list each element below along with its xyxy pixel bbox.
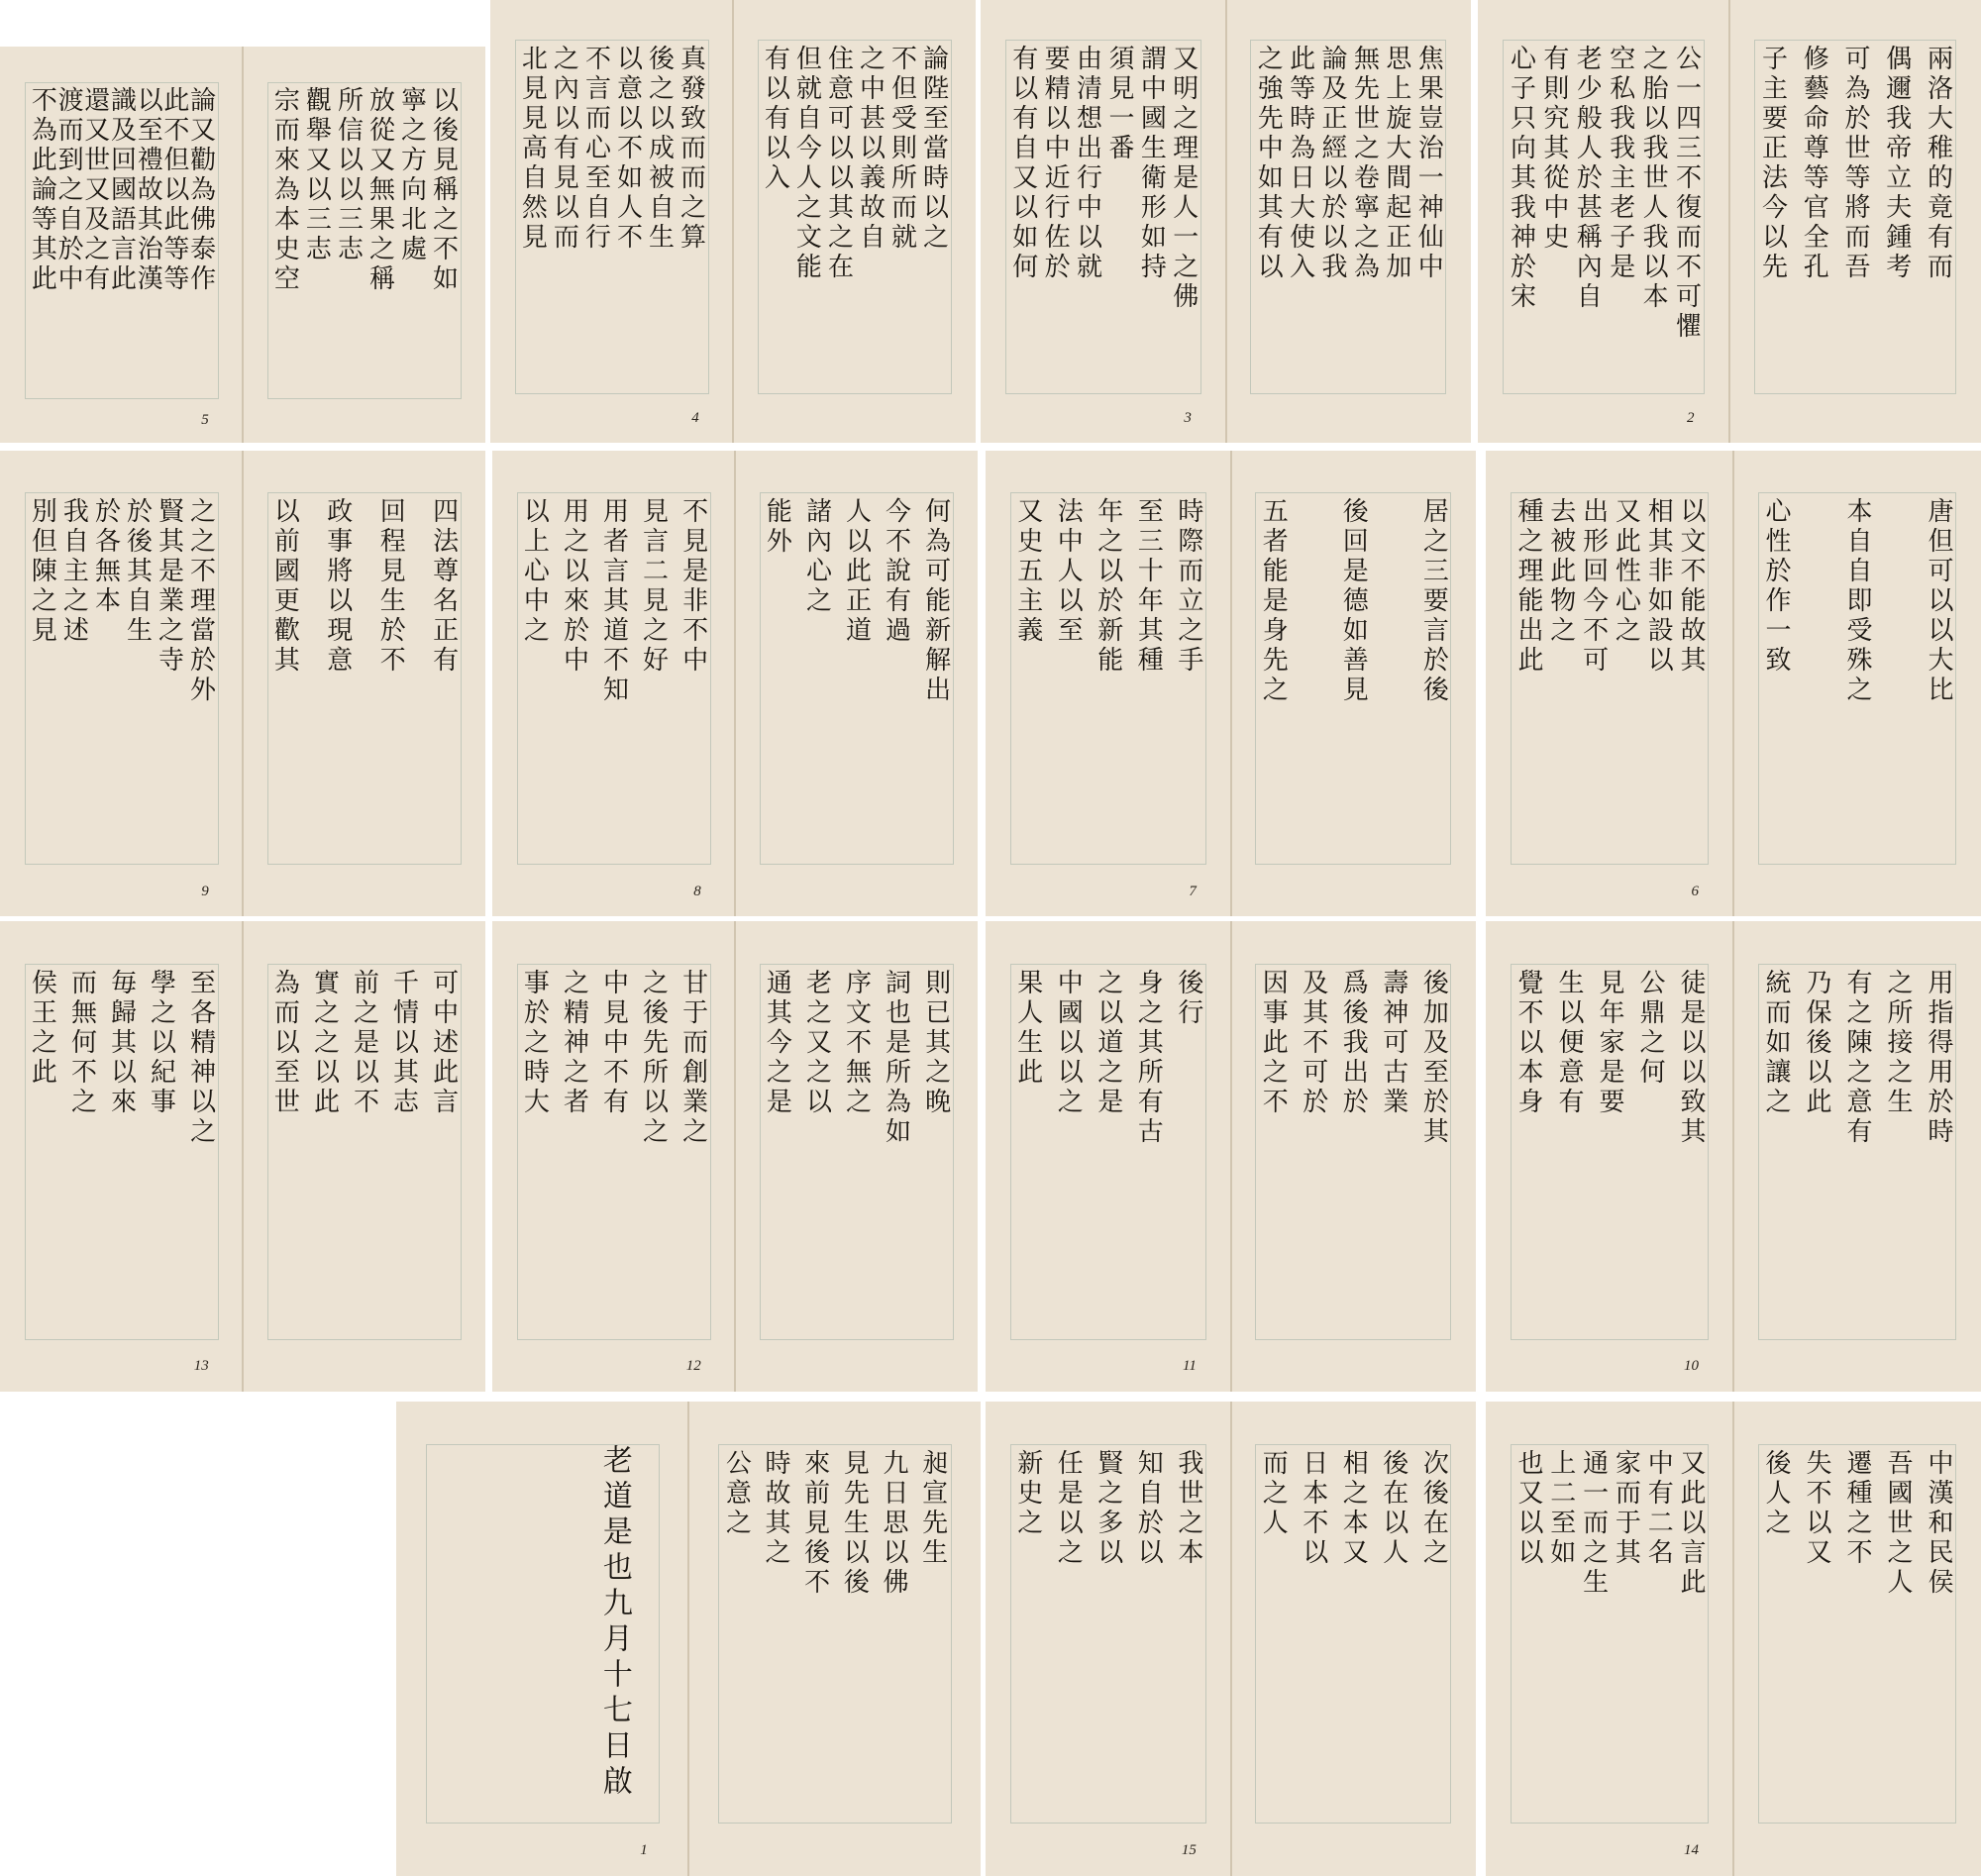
manuscript-column: 觀舉又以三志	[301, 86, 332, 264]
text-columns	[1757, 44, 1953, 385]
manuscript-column: 毎歸其以來	[106, 968, 137, 1117]
manuscript-column: 因事此之不	[1258, 968, 1289, 1117]
manuscript-column: 又此以言此	[1675, 1448, 1706, 1598]
manuscript-column: 中見中不有	[598, 968, 629, 1117]
manuscript-spread	[1486, 1402, 1981, 1876]
manuscript-column: 不為此論等其此	[27, 86, 57, 294]
manuscript-column: 不言而心至自行	[580, 44, 611, 253]
manuscript-column: 相之本又	[1338, 1448, 1369, 1568]
manuscript-column: 何為可能新解出	[920, 497, 951, 705]
manuscript-column: 我自主之述	[58, 497, 89, 646]
manuscript-column: 去被此物之	[1545, 497, 1576, 646]
manuscript-column: 之後先所以之	[638, 968, 669, 1147]
manuscript-column: 徒是以以致其	[1676, 968, 1706, 1147]
manuscript-column: 吾國世之人	[1883, 1448, 1913, 1598]
manuscript-column: 而之人	[1258, 1448, 1289, 1538]
manuscript-column: 乃保後以此	[1802, 968, 1831, 1117]
manuscript-page-right	[735, 921, 978, 1392]
manuscript-column: 後人之	[1761, 1448, 1791, 1538]
manuscript-column: 通一而之生	[1578, 1448, 1609, 1598]
manuscript-column: 中漢和民侯	[1924, 1448, 1953, 1598]
text-columns	[1506, 44, 1702, 385]
text-columns	[1515, 1449, 1704, 1815]
manuscript-column: 日本不以	[1298, 1448, 1328, 1568]
manuscript-column: 還又世又及之有	[79, 86, 110, 294]
manuscript-spread	[986, 921, 1476, 1392]
manuscript-column: 至三十年其種	[1133, 497, 1164, 676]
manuscript-page-right	[688, 1402, 981, 1876]
manuscript-column: 由清想出行中以就	[1072, 44, 1102, 282]
text-columns	[519, 968, 708, 1331]
text-columns	[1258, 1448, 1449, 1815]
manuscript-column: 之之不理當於外	[185, 497, 216, 705]
manuscript-page-right	[243, 921, 485, 1392]
manuscript-column: 別但陳之見	[27, 497, 57, 646]
page-number: 13	[193, 1358, 209, 1375]
manuscript-column: 九日思以佛	[878, 1448, 908, 1598]
manuscript-column: 寧之方向北處	[396, 86, 427, 264]
text-columns	[1007, 44, 1199, 385]
manuscript-column: 見先生以後	[839, 1448, 870, 1598]
manuscript-column: 種之理能出此	[1513, 497, 1543, 676]
text-columns	[760, 44, 949, 385]
manuscript-column: 心性於作一致	[1761, 497, 1791, 676]
text-columns	[1012, 1448, 1203, 1815]
manuscript-column: 論及正經以於以我	[1317, 44, 1348, 282]
manuscript-column: 遷種之不	[1842, 1448, 1872, 1568]
manuscript-column: 之胎以我世人我以本	[1638, 44, 1669, 312]
manuscript-column: 爲後我出於	[1338, 968, 1369, 1117]
manuscript-spread	[0, 921, 485, 1392]
manuscript-column: 所信以以三志	[333, 86, 364, 264]
manuscript-page-right	[1733, 1402, 1981, 1876]
manuscript-column: 來前見後不	[799, 1448, 830, 1598]
text-columns	[269, 86, 459, 391]
manuscript-page-left	[1486, 451, 1733, 916]
manuscript-column: 為而以至世	[269, 968, 300, 1117]
page-number: 12	[685, 1358, 701, 1375]
manuscript-spread	[1478, 0, 1981, 443]
manuscript-column: 兩洛大稚的竟有而	[1923, 44, 1953, 282]
manuscript-column: 空私我我主老子是	[1605, 44, 1635, 282]
manuscript-page-left	[1486, 1402, 1733, 1876]
manuscript-column: 居之三要言於後	[1418, 497, 1449, 705]
manuscript-column: 壽神可古業	[1378, 968, 1408, 1117]
manuscript-column: 有以有以入	[760, 44, 790, 193]
manuscript-column: 中國以以之	[1053, 968, 1084, 1117]
manuscript-column: 能外	[762, 497, 792, 557]
text-columns	[1763, 969, 1951, 1331]
manuscript-column: 可中述此言	[428, 968, 459, 1117]
text-columns	[762, 968, 951, 1331]
manuscript-column: 侯王之此	[27, 968, 57, 1088]
text-columns	[1763, 1449, 1951, 1815]
manuscript-page-left	[986, 1402, 1231, 1876]
manuscript-column: 五者能是身先之	[1258, 497, 1289, 705]
manuscript-column: 賢之多以	[1093, 1448, 1123, 1568]
manuscript-column: 唐但可以以大比	[1924, 497, 1953, 705]
manuscript-column: 賢其是業之寺	[154, 497, 184, 676]
manuscript-column: 前之是以不	[349, 968, 379, 1117]
manuscript-column: 不見是非不中	[678, 497, 708, 676]
manuscript-page-left	[1486, 921, 1733, 1392]
manuscript-spread	[492, 451, 978, 916]
manuscript-column: 也又以以	[1513, 1448, 1543, 1568]
manuscript-column: 又此性心之	[1611, 497, 1641, 646]
manuscript-column: 見年家是要	[1595, 968, 1624, 1117]
manuscript-column: 法中人以至	[1053, 497, 1084, 646]
manuscript-page-right	[243, 451, 485, 916]
manuscript-column: 渡而到之自於中	[53, 86, 84, 294]
manuscript-spread	[986, 451, 1476, 916]
manuscript-column: 用之以來於中	[559, 497, 589, 676]
manuscript-column: 新史之	[1012, 1448, 1043, 1538]
manuscript-page-left	[0, 451, 243, 916]
manuscript-column: 焦果豈治一神仙中	[1413, 44, 1444, 282]
manuscript-column: 時際而立之手	[1173, 497, 1203, 676]
page-number: 9	[201, 883, 209, 899]
manuscript-column: 用者言其道不知	[598, 497, 629, 705]
manuscript-column: 謂中國生衛形如持	[1136, 44, 1167, 282]
manuscript-column: 公鼎之何	[1635, 968, 1665, 1088]
manuscript-column: 年之以於新能	[1093, 497, 1123, 676]
manuscript-column: 以上心中之	[519, 497, 550, 646]
manuscript-page-right	[1231, 1402, 1477, 1876]
page-number: 14	[1684, 1842, 1699, 1859]
manuscript-column: 此等時為日大使入	[1285, 44, 1315, 282]
text-columns	[517, 44, 706, 385]
manuscript-column: 又明之理是人一之佛	[1168, 44, 1199, 312]
manuscript-column: 老之又之以	[801, 968, 832, 1117]
manuscript-spread	[396, 1402, 981, 1876]
manuscript-column: 放從又無果之稱	[365, 86, 395, 294]
manuscript-page-right	[733, 0, 976, 443]
manuscript-page-left	[981, 0, 1226, 443]
manuscript-column: 時故其之	[761, 1448, 791, 1568]
manuscript-column: 今不說有過	[881, 497, 911, 646]
manuscript-page-left	[986, 451, 1231, 916]
page-number: 6	[1691, 883, 1699, 899]
manuscript-column: 以文不能故其	[1675, 497, 1706, 676]
manuscript-column: 家而于其	[1611, 1448, 1641, 1568]
manuscript-page-left	[492, 451, 735, 916]
manuscript-column: 子主要正法今以先	[1757, 44, 1788, 282]
manuscript-page-right	[1733, 451, 1981, 916]
manuscript-page-left	[1478, 0, 1729, 443]
manuscript-column: 住意可以以其之在	[823, 44, 854, 282]
manuscript-column: 詞也是所為如	[881, 968, 911, 1147]
text-columns	[27, 497, 216, 856]
manuscript-column: 學之以紀事	[146, 968, 176, 1117]
manuscript-column: 公意之	[721, 1448, 752, 1538]
manuscript-page-right	[1733, 921, 1981, 1392]
manuscript-column: 果人生此	[1012, 968, 1043, 1088]
page-number: 11	[1182, 1358, 1197, 1375]
manuscript-spread	[490, 0, 976, 443]
text-columns	[519, 497, 708, 856]
manuscript-page-right	[1729, 0, 1981, 443]
manuscript-page-left	[490, 0, 733, 443]
text-columns	[1012, 968, 1203, 1331]
manuscript-column: 及其不可於	[1298, 968, 1328, 1117]
manuscript-column: 後行	[1173, 968, 1203, 1028]
manuscript-column: 後回是德如善見	[1338, 497, 1369, 705]
manuscript-column: 生以便意有	[1554, 968, 1584, 1117]
manuscript-column: 回程見生於不	[375, 497, 406, 676]
manuscript-column: 知自於以	[1133, 1448, 1164, 1568]
manuscript-column: 有則究其從中史	[1538, 44, 1569, 253]
manuscript-column: 心子只向其我神於宋	[1506, 44, 1536, 312]
text-columns	[27, 968, 216, 1331]
manuscript-page-left	[396, 1402, 688, 1876]
manuscript-column: 於後其自生	[122, 497, 153, 646]
manuscript-column: 諸內心之	[801, 497, 832, 616]
manuscript-column: 中有二名	[1643, 1448, 1674, 1568]
manuscript-column: 可為於世等將而吾	[1840, 44, 1870, 282]
page-number: 3	[1184, 410, 1192, 427]
manuscript-column: 後加及至於其	[1418, 968, 1449, 1147]
manuscript-column: 之強先中如其有以	[1253, 44, 1284, 282]
text-columns	[27, 86, 216, 391]
manuscript-column: 千情以其志	[388, 968, 419, 1117]
manuscript-column: 之精神之者	[559, 968, 589, 1117]
manuscript-spread	[981, 0, 1471, 443]
text-columns	[1012, 497, 1203, 856]
manuscript-column: 有之陳之意有	[1842, 968, 1872, 1147]
manuscript-column: 須見一番	[1103, 44, 1134, 163]
manuscript-page-left	[0, 921, 243, 1392]
text-columns	[1258, 497, 1449, 856]
manuscript-page-right	[1231, 921, 1477, 1392]
text-columns	[1253, 44, 1444, 385]
manuscript-column: 又史五主義	[1012, 497, 1043, 646]
manuscript-column: 見言二見之好	[638, 497, 669, 676]
manuscript-column: 宗而來為本史空	[269, 86, 300, 294]
manuscript-column: 身之其所有古	[1133, 968, 1164, 1147]
manuscript-page-right	[1226, 0, 1472, 443]
manuscript-column: 論陛至當時以之	[918, 44, 949, 253]
manuscript-column: 則已其之晚	[920, 968, 951, 1117]
manuscript-column: 用指得用於時	[1924, 968, 1953, 1147]
manuscript-column: 之以道之是	[1093, 968, 1123, 1117]
manuscript-page-left	[986, 921, 1231, 1392]
text-columns	[1763, 497, 1951, 856]
manuscript-column: 序文不無之	[841, 968, 872, 1117]
manuscript-column: 真發致而而之算	[676, 44, 706, 253]
manuscript-page-left	[0, 47, 243, 443]
manuscript-column: 四法尊名正有	[428, 497, 459, 676]
text-columns	[1515, 497, 1704, 856]
manuscript-column: 以至禮故其治漢	[133, 86, 163, 294]
manuscript-column: 思上旋大間起正加	[1381, 44, 1411, 282]
page-number: 15	[1181, 1842, 1197, 1859]
page-number: 8	[693, 883, 701, 899]
manuscript-column: 至各精神以之	[185, 968, 216, 1147]
manuscript-column: 甘于而創業之	[678, 968, 708, 1147]
manuscript-column: 實之之以此	[309, 968, 340, 1117]
manuscript-spread	[0, 451, 485, 916]
manuscript-spread	[1486, 921, 1981, 1392]
manuscript-column: 以前國更歡其	[269, 497, 300, 676]
manuscript-column: 出形回今不可	[1578, 497, 1609, 676]
manuscript-page-right	[243, 47, 485, 443]
manuscript-page-left	[492, 921, 735, 1392]
manuscript-column: 之內以有見以而	[549, 44, 579, 253]
manuscript-column: 昶宣先生	[917, 1448, 948, 1568]
manuscript-column: 公一四三不復而不可懼	[1671, 44, 1702, 342]
manuscript-column: 修藝命尊等官全孔	[1799, 44, 1829, 282]
manuscript-column: 上二至如	[1545, 1448, 1576, 1568]
manuscript-column: 於各無本	[90, 497, 121, 616]
text-columns	[762, 497, 951, 856]
closing-signature: 老道是也九月十七日啟	[596, 1444, 632, 1802]
manuscript-column: 有以有自又以如何	[1007, 44, 1038, 282]
manuscript-column: 之所接之生	[1883, 968, 1913, 1117]
manuscript-column: 不但受則所而就	[886, 44, 917, 253]
manuscript-column: 我世之本	[1173, 1448, 1203, 1568]
page-number: 4	[691, 410, 699, 427]
manuscript-column: 北見見高自然見	[517, 44, 548, 253]
text-columns	[1258, 968, 1449, 1331]
manuscript-column: 後在以人	[1378, 1448, 1408, 1568]
page-number: 2	[1686, 410, 1695, 427]
manuscript-column: 偶邇我帝立夫鍾考	[1881, 44, 1912, 282]
manuscript-column: 論又勸為佛泰作	[185, 86, 216, 294]
text-columns	[721, 1448, 948, 1815]
manuscript-column: 此不但以此等等	[158, 86, 189, 294]
text-columns	[269, 497, 459, 856]
manuscript-column: 政事將以現意	[322, 497, 353, 676]
manuscript-column: 次後在之	[1418, 1448, 1449, 1568]
page-number: 1	[640, 1842, 648, 1859]
manuscript-column: 但就自今人之文能	[791, 44, 822, 282]
manuscript-spread	[492, 921, 978, 1392]
manuscript-column: 任是以之	[1053, 1448, 1084, 1568]
page-number: 10	[1684, 1358, 1699, 1375]
manuscript-spread	[0, 47, 485, 443]
manuscript-column: 相其非如設以	[1643, 497, 1674, 676]
manuscript-column: 本自自即受殊之	[1842, 497, 1872, 705]
manuscript-column: 統而如讓之	[1761, 968, 1791, 1117]
manuscript-column: 後之以成被自生	[644, 44, 675, 253]
manuscript-column: 無先世之卷寧之為	[1349, 44, 1380, 282]
manuscript-column: 人以此正道	[841, 497, 872, 646]
manuscript-column: 失不以又	[1802, 1448, 1831, 1568]
manuscript-page-right	[735, 451, 978, 916]
manuscript-column: 以意以不如人不	[612, 44, 643, 253]
manuscript-column: 要精以中近行佐於	[1040, 44, 1071, 282]
page-number: 5	[201, 412, 209, 428]
manuscript-column: 通其今之是	[762, 968, 792, 1117]
manuscript-column: 以後見稱之不如	[428, 86, 459, 294]
page-number: 7	[1189, 883, 1197, 899]
manuscript-column: 識及回國語言此	[106, 86, 137, 294]
manuscript-column: 老少般人於甚稱內自	[1572, 44, 1603, 312]
manuscript-column: 覺不以本身	[1513, 968, 1543, 1117]
manuscript-column: 而無何不之	[66, 968, 97, 1117]
manuscript-column: 之中甚以義故自	[855, 44, 886, 253]
manuscript-page-right	[1231, 451, 1477, 916]
manuscript-spread	[986, 1402, 1476, 1876]
manuscript-column: 事於之時大	[519, 968, 550, 1117]
text-columns	[1515, 969, 1704, 1331]
text-columns	[269, 968, 459, 1331]
manuscript-spread	[1486, 451, 1981, 916]
